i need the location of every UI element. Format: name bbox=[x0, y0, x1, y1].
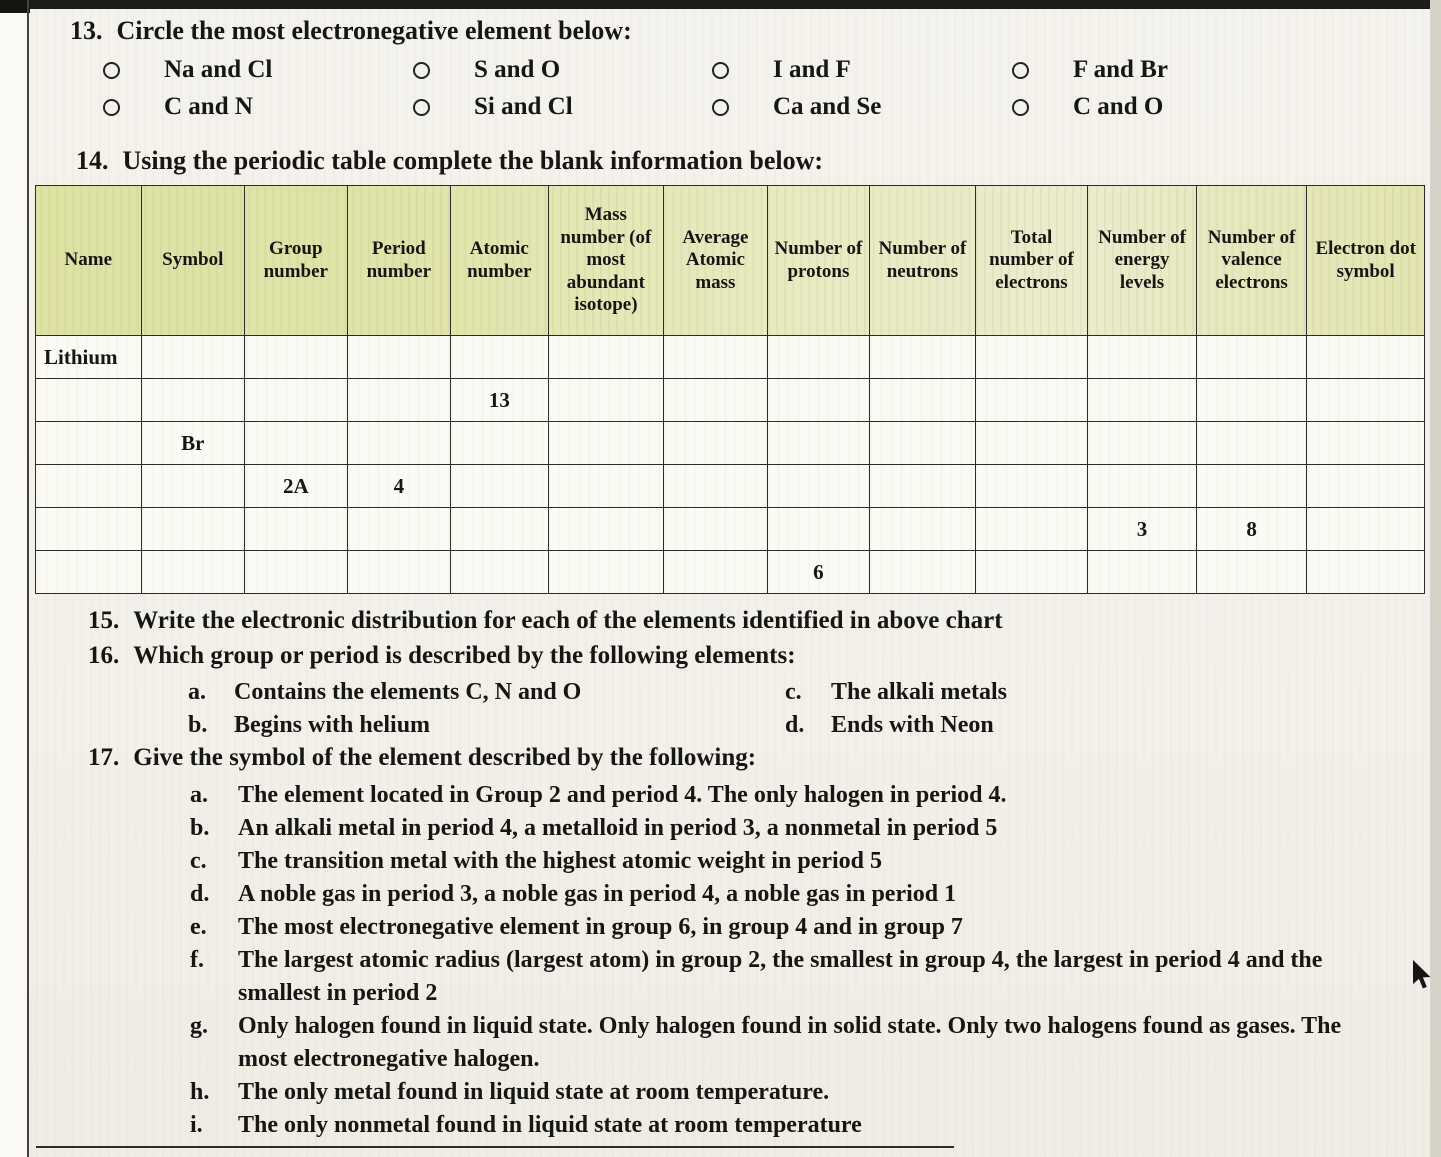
table-cell-blank[interactable] bbox=[548, 551, 664, 594]
item-text: A noble gas in period 3, a noble gas in period 4, a noble gas in period 1 bbox=[238, 881, 957, 907]
q13-option-s-o[interactable] bbox=[413, 56, 560, 84]
table-cell-blank[interactable] bbox=[347, 422, 451, 465]
table-cell-blank[interactable] bbox=[245, 379, 348, 422]
table-cell-blank[interactable] bbox=[1196, 465, 1307, 508]
table-cell-blank[interactable] bbox=[975, 508, 1088, 551]
scan-corner-mark bbox=[0, 0, 30, 13]
table-cell-blank[interactable] bbox=[1196, 551, 1307, 594]
q17-item-f bbox=[190, 944, 1360, 1010]
question-number: 15. bbox=[88, 607, 120, 634]
table-cell-blank[interactable] bbox=[1307, 508, 1425, 551]
item-text: The element located in Group 2 and period 4. The only halogen in period 4. bbox=[238, 782, 1007, 808]
question-text: Which group or period is described by the following elements: bbox=[133, 642, 796, 669]
item-letter: b. bbox=[188, 712, 208, 738]
q17-item-g bbox=[190, 1010, 1360, 1076]
table-header-row bbox=[36, 186, 1425, 336]
q13-option-f-br[interactable] bbox=[1012, 56, 1168, 84]
q17-item-d bbox=[190, 878, 1360, 911]
item-text: The most electronegative element in group 6, in group 4 and in group 7 bbox=[238, 914, 963, 940]
table-cell-value: 13 bbox=[451, 379, 548, 422]
item-letter: c. bbox=[785, 679, 802, 705]
scan-edge-left-line bbox=[27, 0, 29, 1157]
table-cell-blank[interactable] bbox=[1088, 551, 1197, 594]
table-cell-blank[interactable] bbox=[36, 379, 142, 422]
table-cell-blank[interactable] bbox=[548, 508, 664, 551]
table-body bbox=[36, 336, 1425, 594]
item-letter: g. bbox=[190, 1013, 208, 1039]
question-number: 16. bbox=[88, 642, 120, 669]
table-cell-blank[interactable] bbox=[451, 551, 548, 594]
table-row bbox=[36, 508, 1425, 551]
radio-circle-icon[interactable] bbox=[413, 62, 430, 79]
item-text: The transition metal with the highest atomic weight in period 5 bbox=[238, 848, 882, 874]
table-cell-blank[interactable] bbox=[1196, 336, 1307, 379]
table-cell-blank[interactable] bbox=[975, 465, 1088, 508]
item-text: The only metal found in liquid state at room temperature. bbox=[238, 1079, 830, 1105]
item-letter: a. bbox=[190, 782, 208, 808]
table-cell-blank[interactable] bbox=[1196, 422, 1307, 465]
q17-item-i bbox=[190, 1109, 1360, 1142]
table-cell-blank[interactable] bbox=[1088, 336, 1197, 379]
table-cell-value: 8 bbox=[1196, 508, 1307, 551]
question-17-heading bbox=[88, 744, 756, 772]
table-cell-value: 3 bbox=[1088, 508, 1197, 551]
item-text: The only nonmetal found in liquid state at room temperature bbox=[238, 1112, 862, 1138]
table-cell-blank[interactable] bbox=[36, 551, 142, 594]
item-letter: d. bbox=[785, 712, 805, 738]
question-text: Write the electronic distribution for each of the elements identified in above chart bbox=[133, 607, 1003, 634]
table-cell-blank[interactable] bbox=[664, 422, 768, 465]
item-letter: d. bbox=[190, 881, 210, 907]
q17-item-h bbox=[190, 1076, 1360, 1109]
table-cell-blank[interactable] bbox=[141, 379, 245, 422]
table-cell-blank[interactable] bbox=[245, 508, 348, 551]
mouse-cursor-icon bbox=[1411, 960, 1433, 990]
question-14-heading bbox=[76, 146, 823, 176]
item-text: Ends with Neon bbox=[831, 712, 994, 738]
q17-item-a bbox=[190, 779, 1360, 812]
table-cell-blank[interactable] bbox=[548, 422, 664, 465]
column-header: Number of neutrons bbox=[870, 186, 976, 336]
table-cell-blank[interactable] bbox=[245, 422, 348, 465]
table-cell-blank[interactable] bbox=[870, 336, 976, 379]
column-header: Electron dot symbol bbox=[1307, 186, 1425, 336]
item-letter: b. bbox=[190, 815, 210, 841]
table-cell-blank[interactable] bbox=[347, 551, 451, 594]
table-row bbox=[36, 336, 1425, 379]
q16-item-b bbox=[188, 712, 430, 739]
q16-item-c bbox=[785, 679, 1007, 706]
q16-item-d bbox=[785, 712, 994, 739]
table-cell-blank[interactable] bbox=[451, 465, 548, 508]
q13-option-si-cl[interactable] bbox=[413, 93, 573, 121]
table-cell-value: Br bbox=[141, 422, 245, 465]
table-cell-blank[interactable] bbox=[767, 422, 870, 465]
table-cell-blank[interactable] bbox=[36, 465, 142, 508]
item-text: Only halogen found in liquid state. Only halogen found in solid state. Only two halogens found as gases. The most electronegative halogen. bbox=[238, 1013, 1342, 1072]
table-row bbox=[36, 465, 1425, 508]
scan-edge-top bbox=[24, 0, 1441, 9]
table-cell-blank[interactable] bbox=[870, 465, 976, 508]
radio-circle-icon[interactable] bbox=[712, 62, 729, 79]
table-cell-blank[interactable] bbox=[36, 422, 142, 465]
question-number: 13. bbox=[70, 16, 103, 45]
table-cell-blank[interactable] bbox=[975, 551, 1088, 594]
table-cell-blank[interactable] bbox=[664, 508, 768, 551]
table-cell-blank[interactable] bbox=[664, 465, 768, 508]
table-cell-blank[interactable] bbox=[664, 379, 768, 422]
item-text: The largest atomic radius (largest atom) in group 2, the smallest in group 4, the largest in period 4 and the smallest in period 2 bbox=[238, 947, 1323, 1006]
column-header: Average Atomic mass bbox=[664, 186, 768, 336]
table-cell-blank[interactable] bbox=[1088, 379, 1197, 422]
scan-left-margin bbox=[0, 0, 27, 1157]
radio-circle-icon[interactable] bbox=[712, 99, 729, 116]
column-header: Number of protons bbox=[767, 186, 870, 336]
table-cell-blank[interactable] bbox=[870, 551, 976, 594]
column-header: Symbol bbox=[141, 186, 245, 336]
option-label: Si and Cl bbox=[474, 93, 573, 120]
radio-circle-icon[interactable] bbox=[103, 99, 120, 116]
table-cell-blank[interactable] bbox=[1088, 422, 1197, 465]
periodic-info-table bbox=[35, 185, 1425, 594]
question-15-heading bbox=[88, 607, 1003, 635]
radio-circle-icon[interactable] bbox=[1012, 99, 1029, 116]
q13-option-ca-se[interactable] bbox=[712, 93, 881, 121]
radio-circle-icon[interactable] bbox=[413, 99, 430, 116]
item-letter: c. bbox=[190, 848, 207, 874]
table-cell-blank[interactable] bbox=[347, 379, 451, 422]
column-header: Atomic number bbox=[451, 186, 548, 336]
column-header: Total number of electrons bbox=[975, 186, 1088, 336]
table-cell-blank[interactable] bbox=[1307, 336, 1425, 379]
q17-item-c bbox=[190, 845, 1360, 878]
q13-option-na-cl[interactable] bbox=[103, 56, 272, 84]
item-letter: a. bbox=[188, 679, 206, 705]
option-label: C and O bbox=[1073, 93, 1164, 120]
table-cell-blank[interactable] bbox=[1307, 551, 1425, 594]
question-13-heading bbox=[70, 16, 632, 46]
item-letter: f. bbox=[190, 947, 204, 973]
table-cell-blank[interactable] bbox=[245, 336, 348, 379]
column-header: Number of energy levels bbox=[1088, 186, 1197, 336]
q16-item-a bbox=[188, 679, 581, 706]
table-cell-blank[interactable] bbox=[141, 336, 245, 379]
table-cell-blank[interactable] bbox=[141, 465, 245, 508]
question-16-heading bbox=[88, 642, 796, 670]
table-row bbox=[36, 379, 1425, 422]
table-cell-blank[interactable] bbox=[975, 336, 1088, 379]
table-cell-blank[interactable] bbox=[767, 336, 870, 379]
question-number: 17. bbox=[88, 744, 120, 771]
item-text: Begins with helium bbox=[234, 712, 431, 738]
question-text: Give the symbol of the element described by the following: bbox=[133, 744, 757, 771]
radio-circle-icon[interactable] bbox=[1012, 62, 1029, 79]
q13-option-i-f[interactable] bbox=[712, 56, 851, 84]
option-label: F and Br bbox=[1073, 56, 1168, 83]
table-cell-blank[interactable] bbox=[1196, 379, 1307, 422]
table-cell-value: Lithium bbox=[36, 336, 142, 379]
table-cell-blank[interactable] bbox=[245, 551, 348, 594]
option-label: C and N bbox=[164, 93, 253, 120]
item-text: Contains the elements C, N and O bbox=[234, 679, 582, 705]
table-cell-blank[interactable] bbox=[36, 508, 142, 551]
question-number: 14. bbox=[76, 146, 109, 175]
table-cell-blank[interactable] bbox=[767, 508, 870, 551]
table-cell-blank[interactable] bbox=[870, 379, 976, 422]
table-cell-blank[interactable] bbox=[548, 336, 664, 379]
table-cell-blank[interactable] bbox=[347, 336, 451, 379]
table-cell-blank[interactable] bbox=[451, 508, 548, 551]
table-cell-blank[interactable] bbox=[141, 508, 245, 551]
worksheet-bottom-border bbox=[36, 1146, 954, 1148]
table-cell-blank[interactable] bbox=[767, 379, 870, 422]
table-cell-blank[interactable] bbox=[548, 379, 664, 422]
option-label: Ca and Se bbox=[773, 93, 882, 120]
table-cell-blank[interactable] bbox=[870, 508, 976, 551]
table-cell-blank[interactable] bbox=[1307, 422, 1425, 465]
column-header: Mass number (of most abundant isotope) bbox=[548, 186, 664, 336]
periodic-info-table-wrap bbox=[35, 185, 1425, 594]
table-cell-blank[interactable] bbox=[548, 465, 664, 508]
column-header: Name bbox=[36, 186, 142, 336]
table-cell-value: 4 bbox=[347, 465, 451, 508]
table-cell-blank[interactable] bbox=[975, 422, 1088, 465]
q17-item-b bbox=[190, 812, 1360, 845]
question-text: Circle the most electronegative element below: bbox=[116, 16, 632, 45]
table-cell-blank[interactable] bbox=[347, 508, 451, 551]
column-header: Number of valence electrons bbox=[1196, 186, 1307, 336]
table-cell-blank[interactable] bbox=[451, 336, 548, 379]
table-cell-blank[interactable] bbox=[664, 336, 768, 379]
table-cell-value: 2A bbox=[245, 465, 348, 508]
option-label: S and O bbox=[474, 56, 561, 83]
question-text: Using the periodic table complete the blank information below: bbox=[122, 146, 824, 175]
column-header: Period number bbox=[347, 186, 451, 336]
table-cell-blank[interactable] bbox=[1088, 465, 1197, 508]
table-cell-value: 6 bbox=[767, 551, 870, 594]
q13-option-c-o[interactable] bbox=[1012, 93, 1163, 121]
table-cell-blank[interactable] bbox=[1307, 465, 1425, 508]
table-cell-blank[interactable] bbox=[767, 465, 870, 508]
table-row bbox=[36, 422, 1425, 465]
table-cell-blank[interactable] bbox=[975, 379, 1088, 422]
option-label: I and F bbox=[773, 56, 851, 83]
radio-circle-icon[interactable] bbox=[103, 62, 120, 79]
item-letter: e. bbox=[190, 914, 207, 940]
table-cell-blank[interactable] bbox=[1307, 379, 1425, 422]
table-row bbox=[36, 551, 1425, 594]
q17-item-e bbox=[190, 911, 1360, 944]
table-cell-blank[interactable] bbox=[664, 551, 768, 594]
item-text: An alkali metal in period 4, a metalloid in period 3, a nonmetal in period 5 bbox=[238, 815, 998, 841]
item-text: The alkali metals bbox=[831, 679, 1008, 705]
q13-option-c-n[interactable] bbox=[103, 93, 253, 121]
column-header: Group number bbox=[245, 186, 348, 336]
table-cell-blank[interactable] bbox=[141, 551, 245, 594]
q17-item-list bbox=[190, 779, 1360, 1142]
item-letter: h. bbox=[190, 1079, 210, 1105]
option-label: Na and Cl bbox=[164, 56, 273, 83]
table-cell-blank[interactable] bbox=[870, 422, 976, 465]
table-cell-blank[interactable] bbox=[451, 422, 548, 465]
item-letter: i. bbox=[190, 1112, 203, 1138]
